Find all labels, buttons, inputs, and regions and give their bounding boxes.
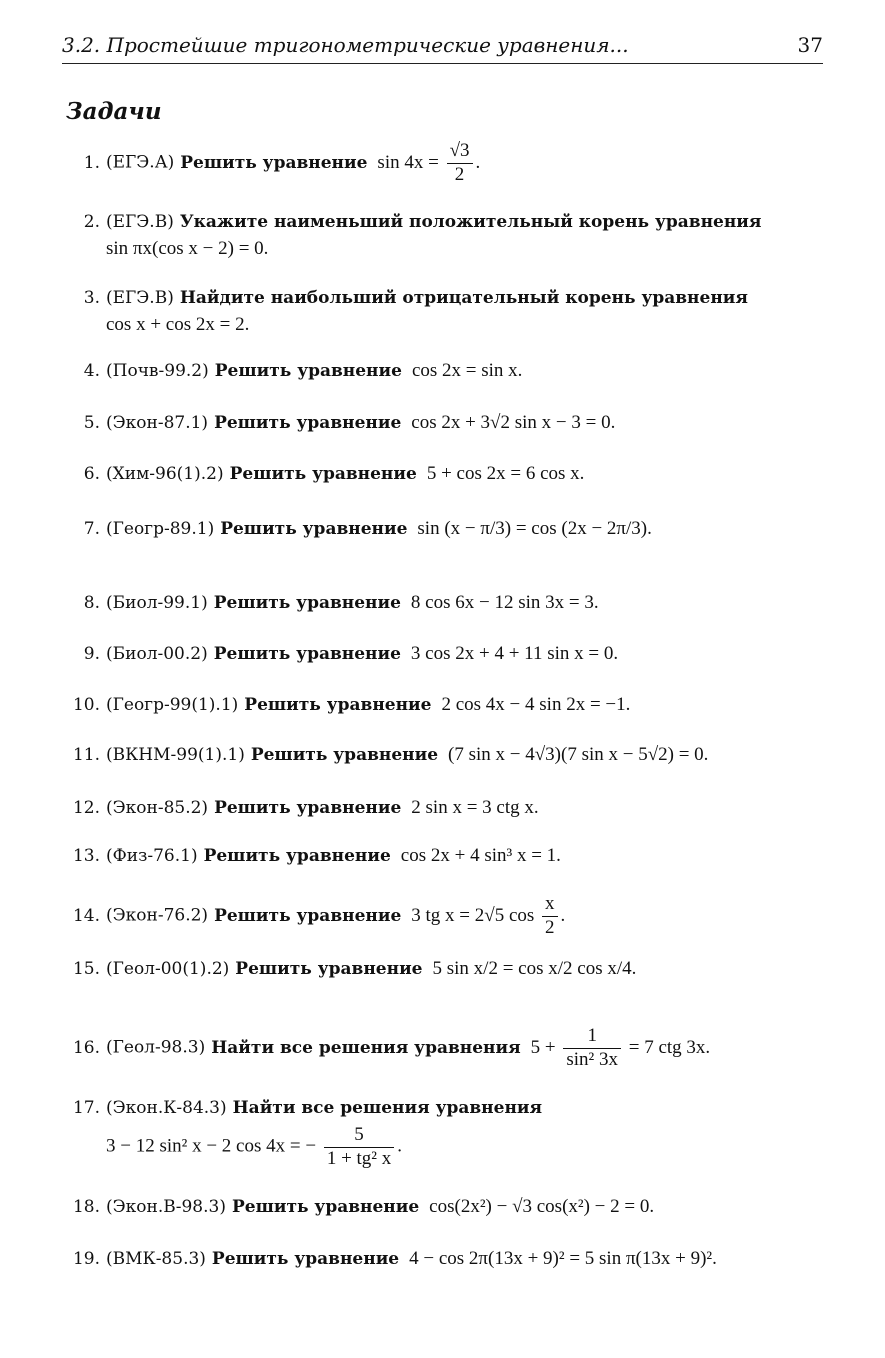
problem-equation [106, 238, 836, 260]
problem-source: (Экон-85.2) [106, 798, 209, 818]
problem-item [66, 958, 836, 980]
fraction [447, 140, 473, 187]
problem-source: (Геол-98.3) [106, 1037, 206, 1058]
problem-task: Решить уравнение [220, 519, 408, 539]
problem-task: Найти все решения уравнения [232, 1098, 543, 1118]
problem-equation [401, 845, 561, 866]
problem-item [66, 845, 836, 867]
problem-item [66, 1025, 836, 1072]
problem-number: 7. [83, 519, 100, 539]
section-title: Задачи [66, 98, 162, 125]
problem-item [66, 463, 836, 485]
problem-item [66, 744, 836, 766]
problem-equation [411, 592, 599, 613]
problem-task: Решить уравнение [213, 593, 401, 613]
equation-text: cos 2x = sin x. [411, 360, 523, 381]
fraction [542, 893, 558, 940]
problem-number: 13. [72, 846, 100, 866]
problem-task: Решить уравнение [214, 905, 402, 926]
problem-item [66, 893, 836, 940]
problem-source: (Геогр-89.1) [106, 519, 215, 539]
problem-source: (Геол-00(1).2) [106, 959, 230, 979]
equation-tail: . [560, 904, 566, 926]
problem-number: 4. [83, 361, 100, 381]
problem-task: Решить уравнение [250, 745, 439, 765]
equation-text: cos x + cos 2x = 2. [106, 314, 250, 335]
problem-task: Решить уравнение [214, 798, 402, 818]
problem-item [66, 288, 836, 336]
fraction [563, 1025, 621, 1072]
problem-source: (ВМК-85.3) [106, 1249, 206, 1269]
problem-source: (ВКНМ-99(1).1) [106, 745, 245, 765]
problem-number: 19. [72, 1249, 100, 1269]
equation-text: sin 4x = [377, 151, 444, 173]
problem-item [66, 797, 836, 819]
problem-number: 9. [83, 644, 100, 664]
fraction-numerator: √3 [447, 140, 473, 164]
problem-source: (Почв-99.2) [106, 361, 209, 381]
problem-source: (Геогр-99(1).1) [106, 695, 239, 715]
problem-number: 12. [72, 798, 100, 818]
fraction-denominator: 1 + tg² x [326, 1147, 392, 1169]
problem-source: (ЕГЭ.В) [106, 288, 174, 308]
problem-item [66, 1196, 836, 1218]
equation-text: 3 cos 2x + 4 + 11 sin x = 0. [410, 643, 619, 664]
problem-item [66, 643, 836, 665]
problem-equation [411, 797, 538, 818]
problem-equation [429, 1196, 654, 1217]
problem-item [66, 518, 836, 540]
page-header [62, 33, 823, 64]
fraction [324, 1124, 394, 1171]
problem-equation [377, 140, 481, 185]
equation-text: sin πx(cos x − 2) = 0. [106, 238, 269, 259]
fraction-denominator: 2 [545, 916, 555, 938]
equation-text: (7 sin x − 4√3)(7 sin x − 5√2) = 0. [448, 744, 709, 765]
problem-task: Решить уравнение [229, 464, 417, 484]
problem-equation [411, 643, 618, 664]
running-head: 3.2. Простейшие тригонометрические уравнения... [62, 33, 629, 57]
fraction-numerator: 5 [324, 1124, 394, 1148]
problem-number: 18. [72, 1197, 100, 1217]
problem-item [66, 140, 836, 187]
problem-item [66, 694, 836, 716]
problem-equation [409, 1248, 717, 1269]
problem-task: Найти все решения уравнения [211, 1037, 521, 1058]
problem-item [66, 212, 836, 260]
equation-text: cos(2x²) − √3 cos(x²) − 2 = 0. [429, 1196, 655, 1217]
equation-text: 8 cos 6x − 12 sin 3x = 3. [410, 592, 599, 613]
problem-equation [530, 1025, 711, 1070]
problem-task: Решить уравнение [244, 695, 432, 715]
problem-task: Найдите наибольший отрицательный корень уравнения [179, 288, 748, 308]
problem-number: 16. [72, 1037, 100, 1058]
page-number: 37 [797, 33, 823, 57]
equation-text: 5 + cos 2x = 6 cos x. [426, 463, 585, 484]
equation-text: sin (x − π/3) = cos (2x − 2π/3). [417, 518, 652, 539]
problem-task: Решить уравнение [180, 152, 368, 173]
problem-number: 17. [72, 1098, 100, 1118]
equation-tail: . [475, 151, 481, 173]
problem-item [66, 1098, 836, 1171]
problem-equation [417, 518, 651, 539]
problem-task: Решить уравнение [214, 361, 402, 381]
problem-source: (Хим-96(1).2) [106, 464, 224, 484]
problem-task: Решить уравнение [213, 644, 401, 664]
equation-text: 5 sin x/2 = cos x/2 cos x/4. [432, 958, 637, 979]
problem-item [66, 1248, 836, 1270]
problem-number: 3. [83, 288, 100, 308]
problem-source: (ЕГЭ.В) [106, 212, 174, 232]
problem-item [66, 412, 836, 434]
problem-source: (ЕГЭ.А) [106, 152, 175, 173]
equation-text: 5 + [530, 1036, 561, 1058]
problem-equation [448, 744, 708, 765]
problem-equation [411, 893, 566, 938]
problem-source: (Экон.К-84.3) [106, 1098, 227, 1118]
equation-tail: . [397, 1135, 403, 1157]
fraction-numerator: x [542, 893, 558, 917]
equation-text: 2 cos 4x − 4 sin 2x = −1. [441, 694, 631, 715]
problem-source: (Физ-76.1) [106, 846, 198, 866]
problem-task: Решить уравнение [231, 1197, 420, 1217]
problem-equation [106, 314, 836, 336]
problem-task: Решить уравнение [203, 846, 391, 866]
problem-item [66, 592, 836, 614]
problem-equation [412, 360, 522, 381]
problem-number: 5. [83, 413, 100, 433]
problem-task: Решить уравнение [211, 1249, 400, 1269]
problem-task: Решить уравнение [235, 959, 423, 979]
problem-source: (Экон.В-98.3) [106, 1197, 226, 1217]
equation-tail: = 7 ctg 3x. [624, 1036, 711, 1058]
problem-number: 14. [72, 905, 100, 926]
equation-text: cos 2x + 3√2 sin x − 3 = 0. [411, 412, 616, 433]
problem-equation [106, 1124, 836, 1171]
problem-number: 2. [83, 212, 100, 232]
equation-text: 3 − 12 sin² x − 2 cos 4x = − [106, 1135, 321, 1157]
problem-source: (Экон-76.2) [106, 905, 209, 926]
problem-task: Решить уравнение [214, 413, 402, 433]
problem-equation [433, 958, 637, 979]
equation-text: 4 − cos 2π(13x + 9)² = 5 sin π(13x + 9)². [409, 1248, 717, 1269]
problem-equation [427, 463, 585, 484]
fraction-numerator: 1 [563, 1025, 621, 1049]
problem-number: 15. [72, 959, 100, 979]
fraction-denominator: sin² 3x [566, 1048, 618, 1070]
problem-number: 6. [83, 464, 100, 484]
problem-number: 11. [72, 745, 100, 765]
problem-number: 8. [83, 593, 100, 613]
problem-source: (Экон-87.1) [106, 413, 209, 433]
equation-text: cos 2x + 4 sin³ x = 1. [400, 845, 561, 866]
fraction-denominator: 2 [454, 163, 465, 185]
problem-item [66, 360, 836, 382]
equation-text: 2 sin x = 3 ctg x. [411, 797, 539, 818]
problem-number: 1. [83, 152, 100, 173]
problem-source: (Биол-99.1) [106, 593, 208, 613]
problem-task: Укажите наименьший положительный корень уравнения [179, 212, 762, 232]
problem-number: 10. [72, 695, 100, 715]
problem-equation [441, 694, 630, 715]
equation-text: 3 tg x = 2√5 cos [411, 904, 540, 926]
problem-equation [411, 412, 615, 433]
problem-source: (Биол-00.2) [106, 644, 208, 664]
